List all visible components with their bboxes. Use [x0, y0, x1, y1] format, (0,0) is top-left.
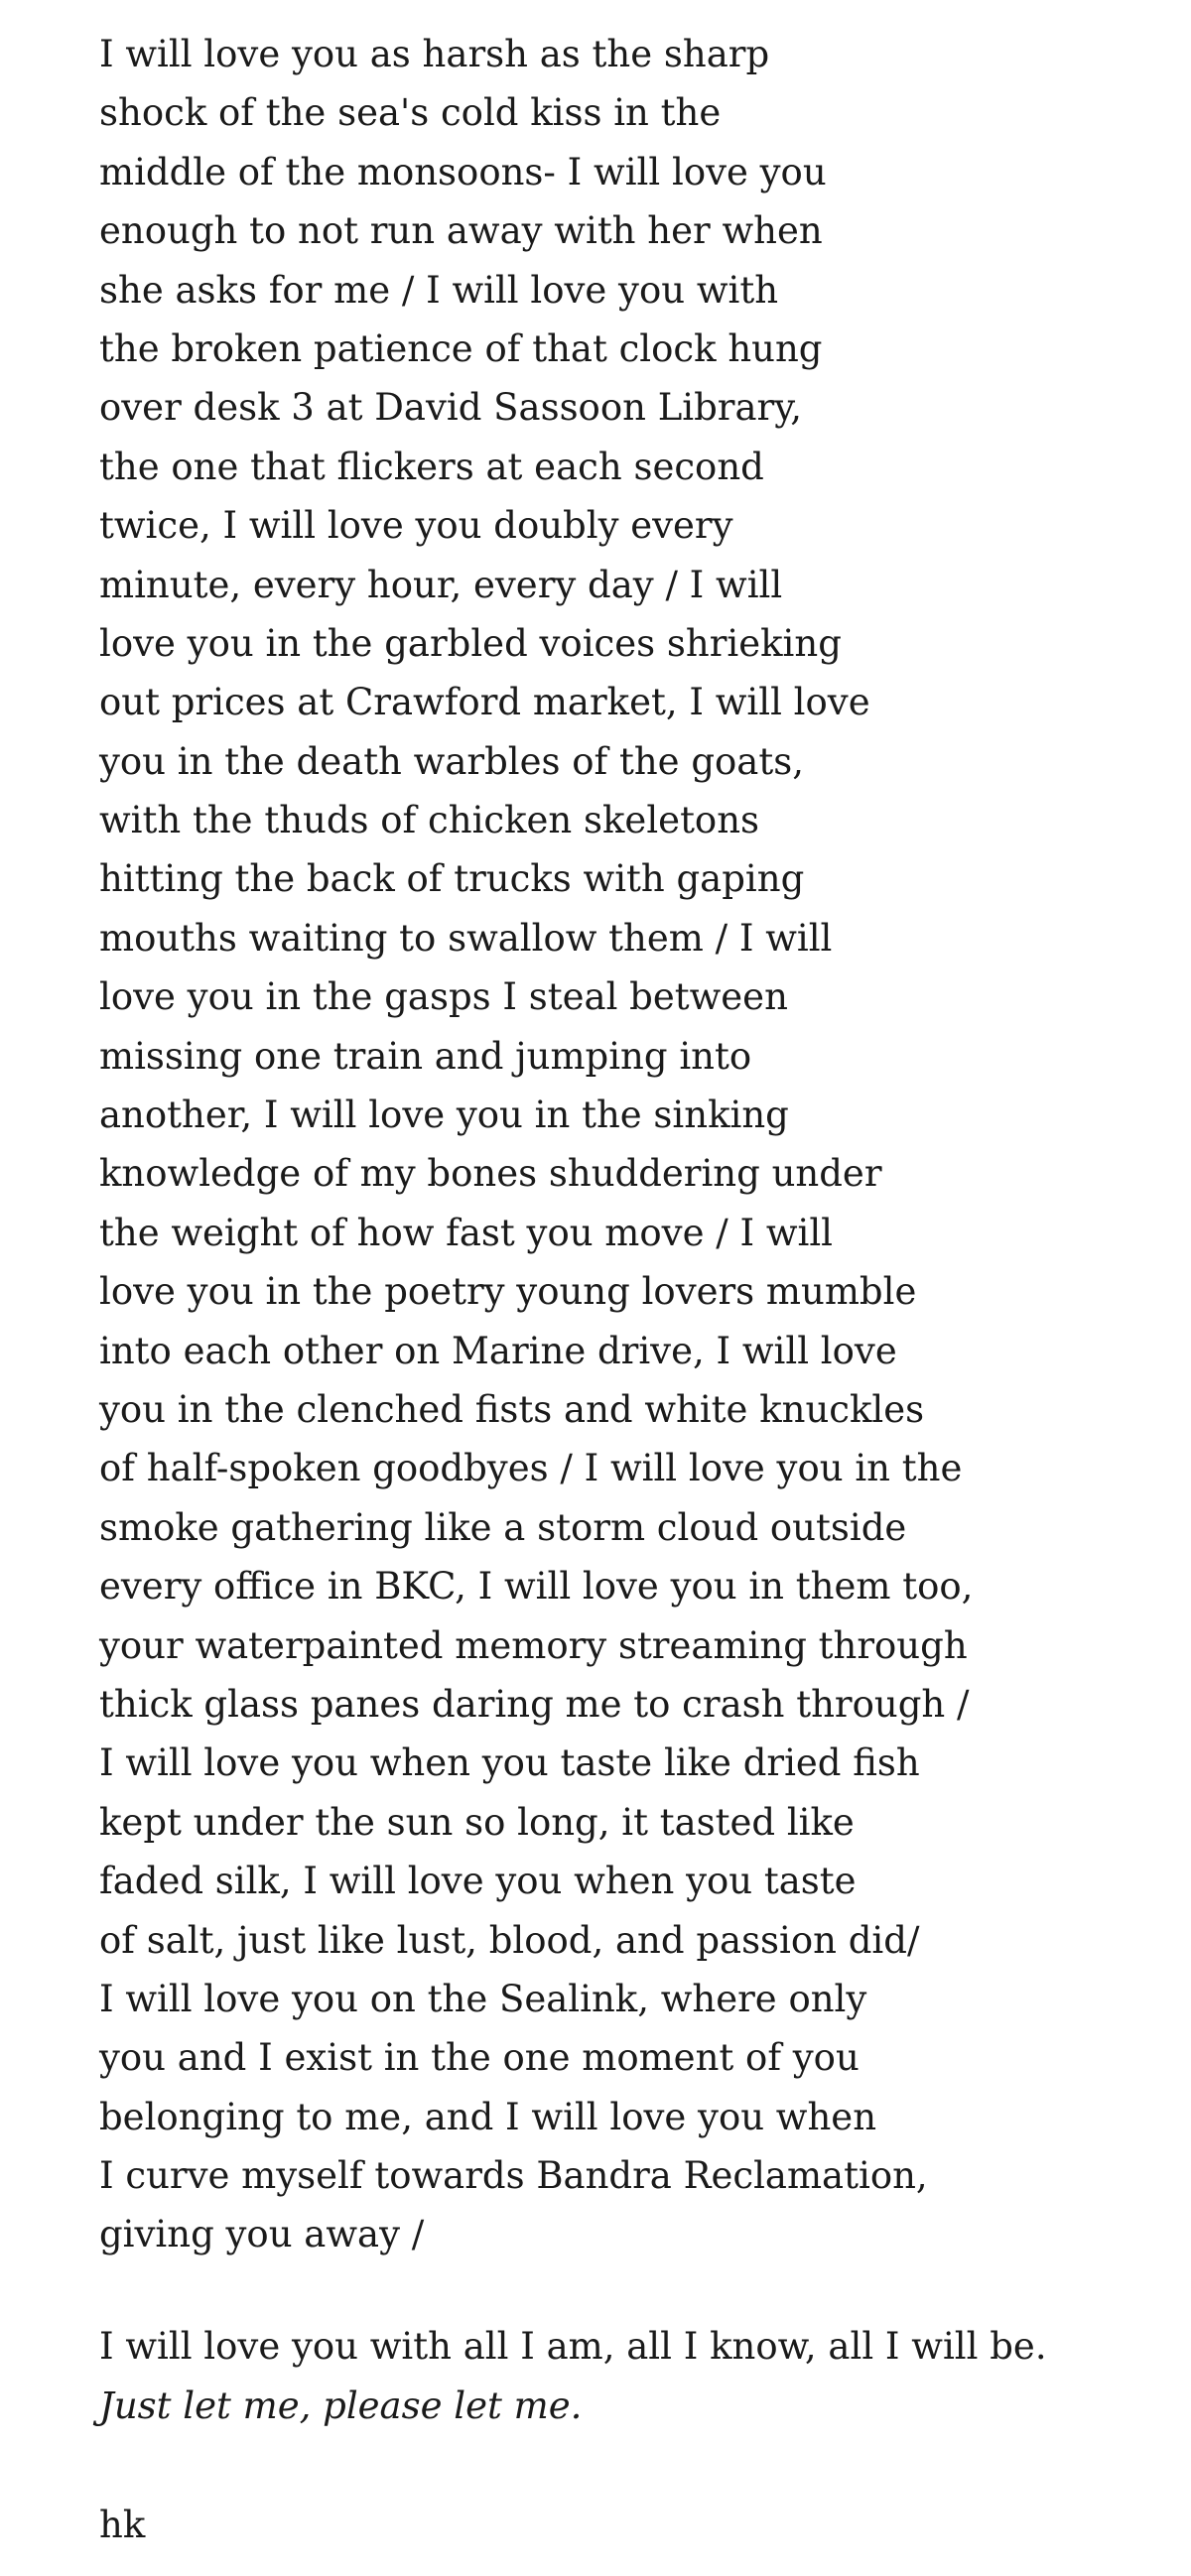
- poem-line: of half-spoken goodbyes / I will love you in the: [99, 1447, 963, 1490]
- poem-line: into each other on Marine drive, I will love: [99, 1329, 897, 1372]
- poem-line: faded silk, I will love you when you taste: [99, 1860, 857, 1903]
- poem-line: hitting the back of trucks with gaping: [99, 857, 805, 901]
- poem-line: minute, every hour, every day / I will: [99, 563, 783, 606]
- closing-italic-line: Just let me, please let me.: [99, 2384, 583, 2427]
- poem-line: another, I will love you in the sinking: [99, 1094, 789, 1137]
- poem-line: every office in BKC, I will love you in them too,: [99, 1565, 974, 1609]
- poem-line: enough to not run away with her when: [99, 209, 823, 253]
- poem-closing: [99, 2317, 1047, 2436]
- poem-line: belonging to me, and I will love you when: [99, 2095, 877, 2138]
- poem-line: knowledge of my bones shuddering under: [99, 1152, 882, 1196]
- poem-line: of salt, just like lust, blood, and passion did/: [99, 1918, 920, 1962]
- poem-line: you in the clenched fists and white knuckles: [99, 1387, 925, 1431]
- poem-line: mouths waiting to swallow them / I will: [99, 916, 833, 960]
- poem-line: kept under the sun so long, it tasted like: [99, 1800, 855, 1844]
- poem-line: love you in the poetry young lovers mumble: [99, 1270, 917, 1314]
- poem-line: smoke gathering like a storm cloud outside: [99, 1505, 907, 1549]
- author-signature: hk: [99, 2504, 146, 2546]
- poem-line: middle of the monsoons- I will love you: [99, 150, 827, 193]
- poem-line: she asks for me / I will love you with: [99, 268, 779, 312]
- poem-line: out prices at Crawford market, I will love: [99, 681, 870, 724]
- poem-line: missing one train and jumping into: [99, 1034, 752, 1078]
- poem-line: I will love you on the Sealink, where only: [99, 1977, 867, 2020]
- poem-line: love you in the garbled voices shrieking: [99, 621, 842, 665]
- poem-line: the broken patience of that clock hung: [99, 326, 823, 370]
- poem-line: shock of the sea's cold kiss in the: [99, 91, 722, 135]
- poem-line: you in the death warbles of the goats,: [99, 739, 804, 783]
- poem-stanza: [99, 25, 973, 2264]
- poem-line: the one that flickers at each second: [99, 445, 764, 488]
- poem-line: your waterpainted memory streaming through: [99, 1623, 968, 1667]
- poem-line: I will love you when you taste like dried fish: [99, 1741, 920, 1785]
- poem-line: love you in the gasps I steal between: [99, 975, 788, 1019]
- poem-line: you and I exist in the one moment of you: [99, 2036, 860, 2080]
- poem-line: giving you away /: [99, 2213, 425, 2256]
- poem-line: twice, I will love you doubly every: [99, 504, 733, 548]
- poem-line: I curve myself towards Bandra Reclamation,: [99, 2154, 928, 2198]
- poem-line: thick glass panes daring me to crash through /: [99, 1682, 970, 1726]
- poem-line: over desk 3 at David Sassoon Library,: [99, 386, 802, 430]
- poem-line: with the thuds of chicken skeletons: [99, 799, 760, 842]
- poem-line: the weight of how fast you move / I will: [99, 1211, 834, 1254]
- poem-line: I will love you as harsh as the sharp: [99, 33, 770, 75]
- closing-line: I will love you with all I am, all I know, all I will be.: [99, 2325, 1047, 2368]
